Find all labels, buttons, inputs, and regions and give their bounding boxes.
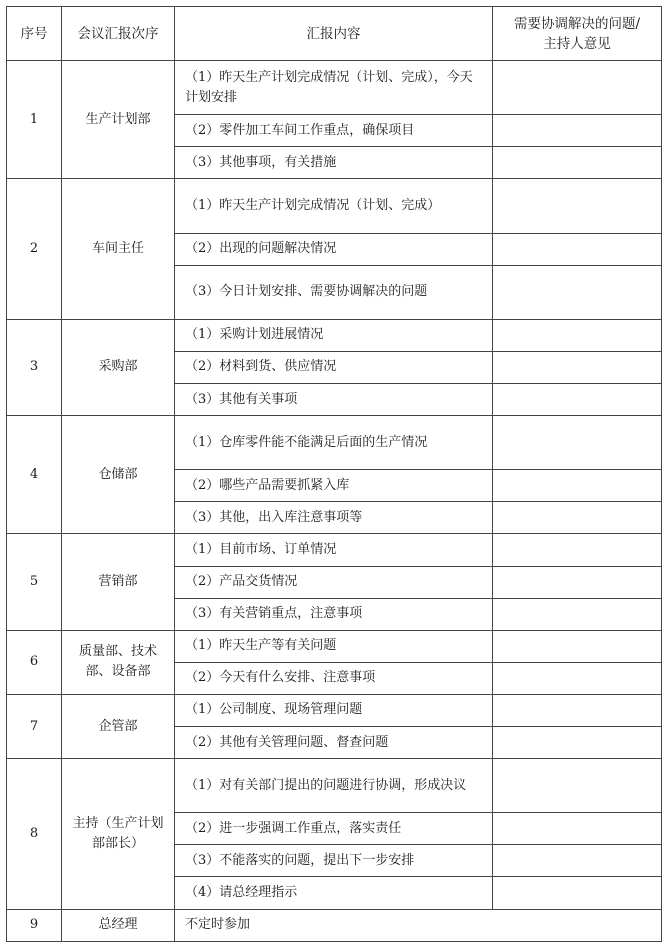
report-item: （1）公司制度、现场管理问题	[175, 694, 493, 726]
issues-cell	[493, 265, 662, 319]
report-item: （2）产品交货情况	[175, 566, 493, 598]
report-item: （4）请总经理指示	[175, 877, 493, 909]
issues-cell	[493, 727, 662, 759]
department-name: 生产计划部	[62, 61, 175, 179]
department-name: 质量部、技术部、设备部	[62, 630, 175, 694]
table-row	[7, 534, 662, 566]
report-item: （2）其他有关管理问题、督查问题	[175, 727, 493, 759]
issues-cell	[493, 630, 662, 662]
table-row	[7, 179, 662, 233]
table-row	[7, 319, 662, 351]
report-item: （3）有关营销重点，注意事项	[175, 598, 493, 630]
table-body	[7, 61, 662, 942]
header-issues-line1: 需要协调解决的问题/	[513, 15, 641, 32]
report-item: （1）仓库零件能不能满足后面的生产情况	[175, 416, 493, 470]
issues-cell	[493, 470, 662, 502]
issues-cell	[493, 147, 662, 179]
issues-cell	[493, 566, 662, 598]
table-row	[7, 694, 662, 726]
department-name: 采购部	[62, 319, 175, 415]
report-item: （1）对有关部门提出的问题进行协调，形成决议	[175, 759, 493, 813]
issues-cell	[493, 502, 662, 534]
department-name: 仓储部	[62, 416, 175, 534]
row-number: 4	[7, 416, 62, 534]
issues-cell	[493, 877, 662, 909]
department-name: 企管部	[62, 694, 175, 758]
report-item: （2）出现的问题解决情况	[175, 233, 493, 265]
issues-cell	[493, 813, 662, 845]
issues-cell	[493, 233, 662, 265]
issues-cell	[493, 694, 662, 726]
table-row	[7, 759, 662, 813]
issues-cell	[493, 319, 662, 351]
report-item: （2）零件加工车间工作重点，确保项目	[175, 115, 493, 147]
issues-cell	[493, 383, 662, 415]
report-item: （3）不能落实的问题，提出下一步安排	[175, 845, 493, 877]
row-number: 6	[7, 630, 62, 694]
issues-cell	[493, 351, 662, 383]
header-issues-line2: 主持人意见	[543, 35, 611, 52]
issues-cell	[493, 534, 662, 566]
row-number: 2	[7, 179, 62, 319]
header-issues	[493, 7, 662, 61]
meeting-report-table	[6, 6, 662, 942]
report-item: （1）昨天生产计划完成情况（计划、完成）	[175, 179, 493, 233]
row-number: 9	[7, 909, 62, 941]
issues-cell	[493, 845, 662, 877]
table-row	[7, 416, 662, 470]
report-item: （2）今天有什么安排、注意事项	[175, 662, 493, 694]
department-name: 主持（生产计划部部长）	[62, 759, 175, 909]
row-number: 5	[7, 534, 62, 630]
table-row	[7, 630, 662, 662]
department-name: 车间主任	[62, 179, 175, 319]
report-item: （3）今日计划安排、需要协调解决的问题	[175, 265, 493, 319]
report-item: （1）昨天生产等有关问题	[175, 630, 493, 662]
issues-cell	[493, 115, 662, 147]
issues-cell	[493, 598, 662, 630]
header-order: 会议汇报次序	[62, 7, 175, 61]
header-no: 序号	[7, 7, 62, 61]
report-item: （1）采购计划进展情况	[175, 319, 493, 351]
header-content: 汇报内容	[175, 7, 493, 61]
row-number: 8	[7, 759, 62, 909]
row-number: 1	[7, 61, 62, 179]
report-item: （2）材料到货、供应情况	[175, 351, 493, 383]
report-item: 不定时参加	[175, 909, 662, 941]
issues-cell	[493, 179, 662, 233]
header-row	[7, 7, 662, 61]
report-item: （1）昨天生产计划完成情况（计划、完成），今天计划安排	[175, 61, 493, 115]
report-item: （3）其他有关事项	[175, 383, 493, 415]
issues-cell	[493, 61, 662, 115]
report-item: （3）其他，出入库注意事项等	[175, 502, 493, 534]
department-name: 总经理	[62, 909, 175, 941]
table-row	[7, 909, 662, 941]
report-item: （1）目前市场、订单情况	[175, 534, 493, 566]
issues-cell	[493, 662, 662, 694]
report-item: （3）其他事项，有关措施	[175, 147, 493, 179]
issues-cell	[493, 416, 662, 470]
report-item: （2）哪些产品需要抓紧入库	[175, 470, 493, 502]
table-row	[7, 61, 662, 115]
department-name: 营销部	[62, 534, 175, 630]
report-item: （2）进一步强调工作重点，落实责任	[175, 813, 493, 845]
row-number: 7	[7, 694, 62, 758]
row-number: 3	[7, 319, 62, 415]
issues-cell	[493, 759, 662, 813]
